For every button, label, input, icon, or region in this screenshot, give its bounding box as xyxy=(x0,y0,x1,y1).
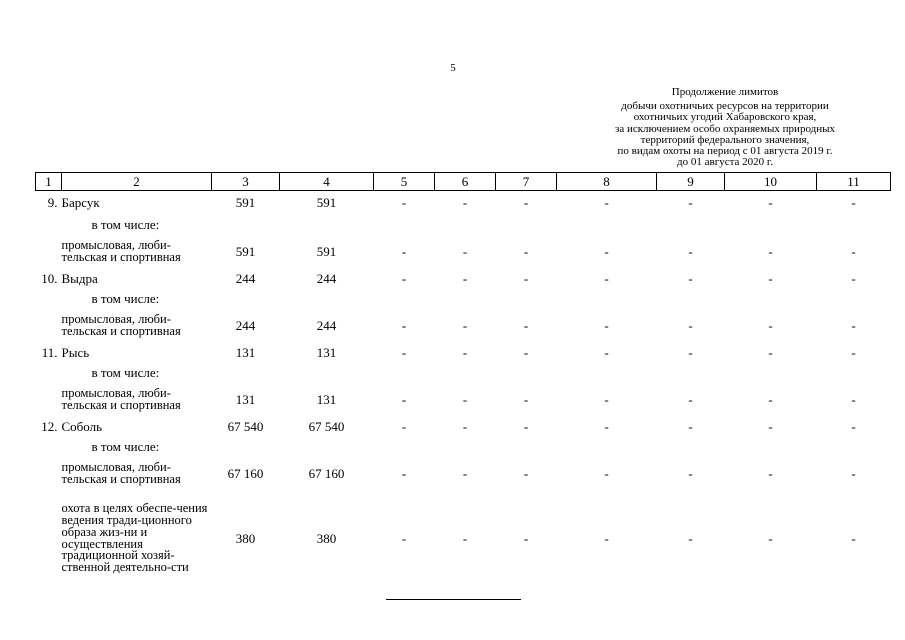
hunting-type: охота в целях обеспе-чения ведения тради-ционного образа жиз-ни и осуществления традиционной хозяй-ственной деятельно-сти xyxy=(61,500,208,575)
cell-dash: - xyxy=(604,531,609,546)
row-number: 10. xyxy=(41,271,58,286)
cell-dash: - xyxy=(604,195,609,211)
cell-col4: 591 xyxy=(316,195,337,211)
cell-dash: - xyxy=(401,318,407,333)
cell-dash: - xyxy=(523,271,529,286)
cell-col3: 244 xyxy=(235,318,256,333)
cell-dash: - xyxy=(604,244,609,259)
cell-col4: 131 xyxy=(316,392,337,407)
table-row xyxy=(36,215,891,235)
cell-dash: - xyxy=(688,419,693,434)
hunting-type: промысловая, люби-тельская и спортивная xyxy=(61,237,181,264)
cell-dash: - xyxy=(462,345,468,360)
species-name: Выдра xyxy=(61,271,98,286)
cell-dash: - xyxy=(523,318,529,333)
table-row xyxy=(36,269,891,289)
column-header: 2 xyxy=(62,173,212,191)
column-header: 5 xyxy=(374,173,435,191)
cell-dash: - xyxy=(401,345,407,360)
cell-col4: 244 xyxy=(316,318,337,333)
table-row xyxy=(36,383,891,417)
cell-dash: - xyxy=(851,345,856,360)
cell-dash: - xyxy=(688,195,693,211)
cell-dash: - xyxy=(768,392,773,407)
cell-col4: 244 xyxy=(316,271,337,286)
row-number: 11. xyxy=(41,345,58,360)
table-row xyxy=(36,289,891,309)
cell-dash: - xyxy=(688,345,693,360)
cell-col4: 591 xyxy=(316,244,337,259)
cell-dash: - xyxy=(768,244,773,259)
cell-dash: - xyxy=(851,466,856,481)
footer-divider xyxy=(386,599,521,600)
cell-dash: - xyxy=(401,531,407,546)
heading-line: охотничьих угодий Хабаровского края, xyxy=(633,111,817,124)
hunting-type: промысловая, люби-тельская и спортивная xyxy=(61,385,181,412)
cell-dash: - xyxy=(768,531,773,546)
in-that-number-label: в том числе: xyxy=(91,217,160,232)
cell-dash: - xyxy=(401,466,407,481)
row-number: 12. xyxy=(41,419,58,434)
cell-dash: - xyxy=(851,392,856,407)
cell-col3: 131 xyxy=(235,392,256,407)
species-name: Барсук xyxy=(61,195,100,211)
cell-dash: - xyxy=(523,531,529,546)
table-header-row xyxy=(36,173,891,191)
cell-dash: - xyxy=(851,271,856,286)
cell-col4: 131 xyxy=(316,345,337,360)
cell-dash: - xyxy=(688,531,693,546)
cell-dash: - xyxy=(851,195,856,211)
table-row xyxy=(36,491,891,587)
cell-dash: - xyxy=(462,195,468,211)
limits-table xyxy=(35,172,891,587)
cell-dash: - xyxy=(462,466,468,481)
cell-dash: - xyxy=(768,345,773,360)
cell-dash: - xyxy=(523,392,529,407)
cell-dash: - xyxy=(462,392,468,407)
column-header: 4 xyxy=(280,173,374,191)
cell-dash: - xyxy=(768,318,773,333)
cell-dash: - xyxy=(688,318,693,333)
cell-dash: - xyxy=(462,244,468,259)
cell-dash: - xyxy=(523,195,529,211)
cell-dash: - xyxy=(851,318,856,333)
in-that-number-label: в том числе: xyxy=(91,291,160,306)
cell-dash: - xyxy=(604,345,609,360)
species-name: Соболь xyxy=(61,419,103,434)
heading-line: добычи охотничьих ресурсов на территории xyxy=(621,100,829,113)
heading-line: территорий федерального значения, xyxy=(640,133,810,146)
column-header: 7 xyxy=(496,173,557,191)
cell-dash: - xyxy=(523,345,529,360)
hunting-type: промысловая, люби-тельская и спортивная xyxy=(61,459,181,486)
cell-dash: - xyxy=(851,419,856,434)
column-header: 6 xyxy=(435,173,496,191)
cell-col3: 67 540 xyxy=(227,419,264,434)
column-header: 3 xyxy=(212,173,280,191)
table-row xyxy=(36,343,891,363)
cell-dash: - xyxy=(523,244,529,259)
column-header: 10 xyxy=(725,173,817,191)
cell-dash: - xyxy=(462,318,468,333)
cell-dash: - xyxy=(688,392,693,407)
table-row xyxy=(36,417,891,437)
heading-line: по видам охоты на период с 01 августа 2019 г. xyxy=(617,145,833,158)
table-row xyxy=(36,457,891,491)
cell-dash: - xyxy=(401,271,407,286)
cell-dash: - xyxy=(462,419,468,434)
cell-dash: - xyxy=(401,392,407,407)
cell-dash: - xyxy=(851,531,856,546)
cell-dash: - xyxy=(523,419,529,434)
cell-col3: 591 xyxy=(235,244,256,259)
cell-dash: - xyxy=(462,531,468,546)
in-that-number-label: в том числе: xyxy=(91,439,160,454)
table-row xyxy=(36,363,891,383)
cell-dash: - xyxy=(768,271,773,286)
in-that-number-label: в том числе: xyxy=(91,365,160,380)
cell-col3: 591 xyxy=(235,195,256,211)
cell-dash: - xyxy=(604,271,609,286)
column-header: 9 xyxy=(657,173,725,191)
cell-dash: - xyxy=(688,466,693,481)
cell-dash: - xyxy=(462,271,468,286)
cell-col4: 67 540 xyxy=(308,419,345,434)
table-row xyxy=(36,235,891,269)
heading-line: Продолжение лимитов xyxy=(671,86,779,98)
table-row xyxy=(36,437,891,457)
cell-dash: - xyxy=(401,419,407,434)
heading-line: за исключением особо охраняемых природных xyxy=(614,122,836,135)
cell-dash: - xyxy=(401,195,407,211)
table-row xyxy=(36,191,891,215)
cell-dash: - xyxy=(768,466,773,481)
cell-col3: 67 160 xyxy=(227,466,264,481)
cell-col3: 131 xyxy=(235,345,256,360)
cell-col4: 380 xyxy=(316,531,337,546)
cell-dash: - xyxy=(768,195,773,211)
page-number: 5 xyxy=(450,62,456,74)
cell-col4: 67 160 xyxy=(308,466,345,481)
cell-col3: 244 xyxy=(235,271,256,286)
cell-col3: 380 xyxy=(235,531,256,546)
cell-dash: - xyxy=(604,318,609,333)
cell-dash: - xyxy=(401,244,407,259)
heading-line: до 01 августа 2020 г. xyxy=(677,156,773,169)
cell-dash: - xyxy=(604,392,609,407)
cell-dash: - xyxy=(523,466,529,481)
species-name: Рысь xyxy=(61,345,90,360)
cell-dash: - xyxy=(851,244,856,259)
table-heading xyxy=(560,87,890,169)
hunting-type: промысловая, люби-тельская и спортивная xyxy=(61,311,181,338)
cell-dash: - xyxy=(688,244,693,259)
column-header: 11 xyxy=(817,173,891,191)
row-number: 9. xyxy=(47,195,58,211)
column-header: 1 xyxy=(36,173,62,191)
table-row xyxy=(36,309,891,343)
cell-dash: - xyxy=(604,466,609,481)
cell-dash: - xyxy=(768,419,773,434)
cell-dash: - xyxy=(688,271,693,286)
cell-dash: - xyxy=(604,419,609,434)
column-header: 8 xyxy=(557,173,657,191)
